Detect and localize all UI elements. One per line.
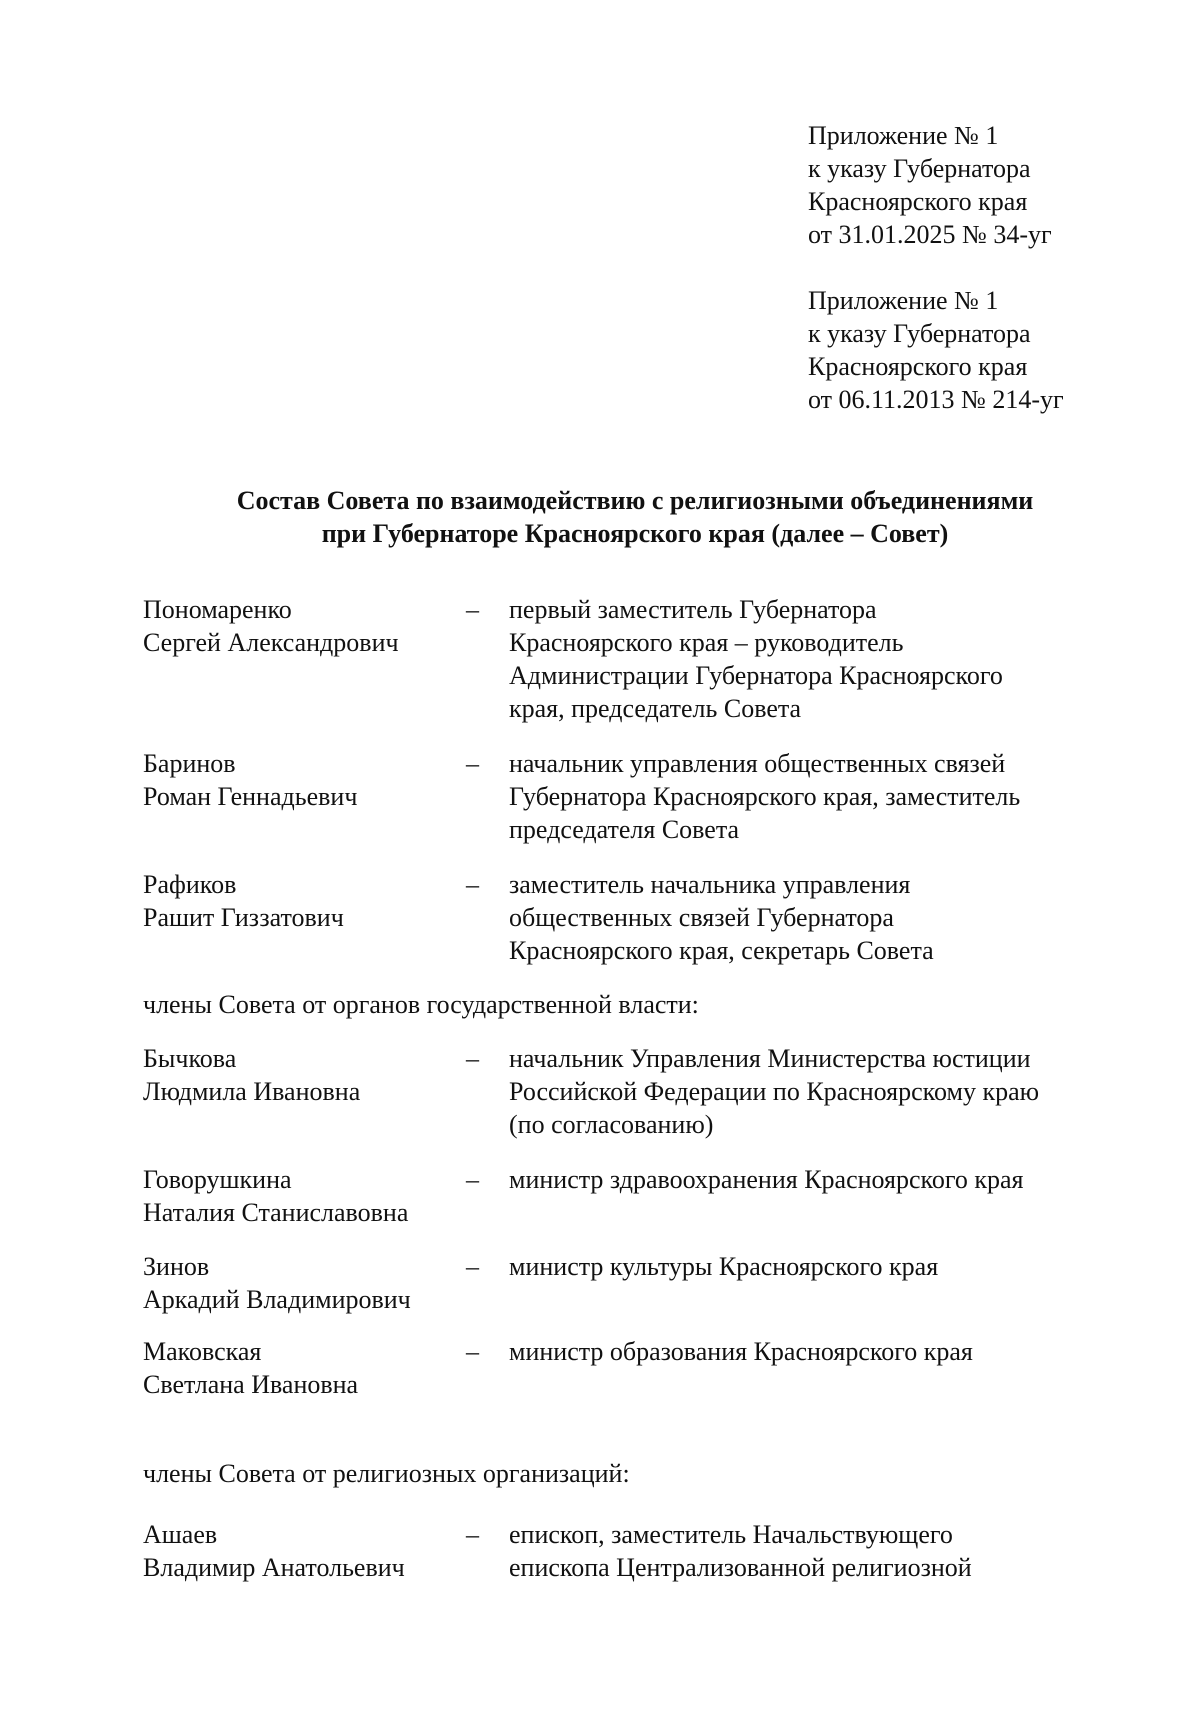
role-line: общественных связей Губернатора xyxy=(509,903,894,932)
member-given-names: Аркадий Владимирович xyxy=(143,1285,411,1314)
role-line: края, председатель Совета xyxy=(509,694,802,723)
role-line: Красноярского края, секретарь Совета xyxy=(509,936,934,965)
appendix-region: Красноярского края xyxy=(808,352,1028,381)
member-role xyxy=(509,1250,1149,1283)
section-heading-religious: члены Совета от религиозных организаций: xyxy=(143,1459,630,1488)
member-surname: Ашаев xyxy=(143,1520,218,1549)
appendix-header-current xyxy=(808,119,1168,251)
role-line: Губернатора Красноярского края, заместитель xyxy=(509,782,1021,811)
role-line: председателя Совета xyxy=(509,815,740,844)
member-surname: Рафиков xyxy=(143,870,237,899)
role-line: первый заместитель Губернатора xyxy=(509,595,877,624)
role-line: Российской Федерации по Красноярскому краю xyxy=(509,1077,1040,1106)
member-given-names: Светлана Ивановна xyxy=(143,1370,359,1399)
separator-dash: – xyxy=(466,595,479,624)
appendix-label: Приложение № 1 xyxy=(808,286,999,315)
role-line: министр культуры Красноярского края xyxy=(509,1252,939,1281)
role-line: (по согласованию) xyxy=(509,1110,714,1139)
member-role xyxy=(509,747,1149,846)
member-surname: Говорушкина xyxy=(143,1165,292,1194)
role-line: Красноярского края – руководитель xyxy=(509,628,904,657)
role-line: заместитель начальника управления xyxy=(509,870,911,899)
separator-dash: – xyxy=(466,1044,479,1073)
appendix-region: Красноярского края xyxy=(808,187,1028,216)
member-given-names: Людмила Ивановна xyxy=(143,1077,361,1106)
member-given-names: Роман Геннадьевич xyxy=(143,782,358,811)
separator-dash: – xyxy=(466,870,479,899)
appendix-label: Приложение № 1 xyxy=(808,121,999,150)
separator-dash: – xyxy=(466,1337,479,1366)
appendix-decree-ref: к указу Губернатора xyxy=(808,154,1031,183)
appendix-date-number: от 06.11.2013 № 214-уг xyxy=(808,385,1064,414)
member-role xyxy=(509,1335,1149,1368)
appendix-decree-ref: к указу Губернатора xyxy=(808,319,1031,348)
member-name xyxy=(143,1335,453,1401)
member-given-names: Наталия Станиславовна xyxy=(143,1198,409,1227)
role-line: Администрации Губернатора Красноярского xyxy=(509,661,1003,690)
member-given-names: Владимир Анатольевич xyxy=(143,1553,405,1582)
member-role xyxy=(509,593,1149,725)
member-name xyxy=(143,1518,453,1584)
member-given-names: Сергей Александрович xyxy=(143,628,399,657)
member-role xyxy=(509,1518,1149,1584)
member-name xyxy=(143,747,453,813)
separator-dash: – xyxy=(466,1252,479,1281)
role-line: министр здравоохранения Красноярского края xyxy=(509,1165,1024,1194)
member-name xyxy=(143,868,453,934)
separator-dash: – xyxy=(466,1520,479,1549)
member-surname: Баринов xyxy=(143,749,236,778)
role-line: министр образования Красноярского края xyxy=(509,1337,973,1366)
appendix-date-number: от 31.01.2025 № 34-уг xyxy=(808,220,1052,249)
section-heading-government: члены Совета от органов государственной власти: xyxy=(143,990,699,1019)
member-name xyxy=(143,1042,453,1108)
member-surname: Бычкова xyxy=(143,1044,237,1073)
title-line-1: Состав Совета по взаимодействию с религиозными объединениями xyxy=(236,486,1034,515)
appendix-header-original xyxy=(808,284,1168,416)
member-given-names: Рашит Гиззатович xyxy=(143,903,344,932)
role-line: начальник управления общественных связей xyxy=(509,749,1006,778)
member-role xyxy=(509,868,1149,967)
member-surname: Зинов xyxy=(143,1252,210,1281)
member-surname: Маковская xyxy=(143,1337,262,1366)
member-name xyxy=(143,1163,453,1229)
role-line: епископ, заместитель Начальствующего xyxy=(509,1520,953,1549)
member-role xyxy=(509,1042,1149,1141)
separator-dash: – xyxy=(466,1165,479,1194)
member-name xyxy=(143,593,453,659)
title-line-2: при Губернаторе Красноярского края (далее – Совет) xyxy=(321,519,949,548)
member-surname: Пономаренко xyxy=(143,595,292,624)
document-title xyxy=(0,484,1200,550)
member-role xyxy=(509,1163,1149,1196)
role-line: епископа Централизованной религиозной xyxy=(509,1553,972,1582)
role-line: начальник Управления Министерства юстиции xyxy=(509,1044,1031,1073)
separator-dash: – xyxy=(466,749,479,778)
member-name xyxy=(143,1250,453,1316)
